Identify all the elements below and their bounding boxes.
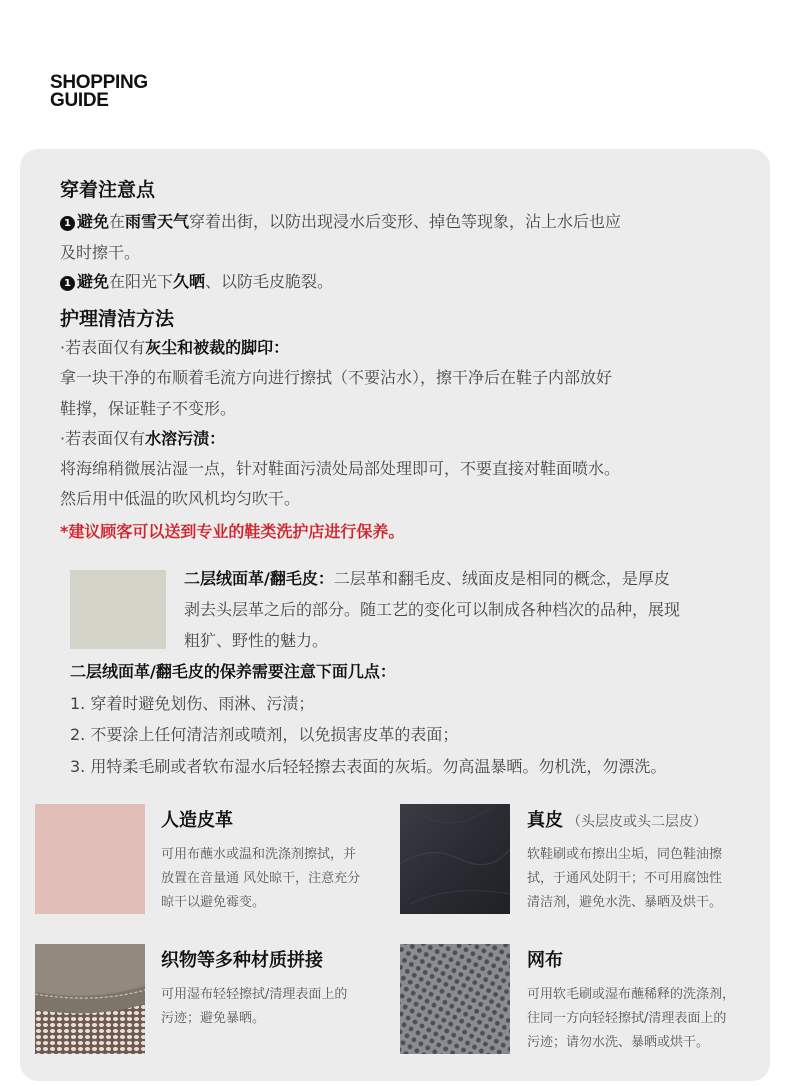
suede-texture-icon <box>70 570 166 649</box>
material-1-line-3: 晾干以避免霉变。 <box>161 895 266 910</box>
material-4-title-text: 网布 <box>527 950 563 971</box>
wear-item-2-bold2: 久晒 <box>173 272 206 291</box>
suede-line1: 二层革和翻毛皮、绒面皮是相同的概念，是厚皮 <box>333 569 670 588</box>
material-1-desc <box>161 843 391 915</box>
material-1-title <box>161 806 233 832</box>
care-dust-bold: 灰尘和被裁的脚印： <box>145 338 290 357</box>
wear-item-1 <box>60 207 740 237</box>
wear-item-1-bold2: 雨雪天气 <box>125 212 190 231</box>
material-2-line-1: 软鞋刷或布擦出尘垢，同色鞋油擦 <box>527 847 723 862</box>
page-header <box>50 74 148 110</box>
number-bullet-icon: 1 <box>60 216 75 231</box>
pink-leather-texture-icon <box>35 804 145 914</box>
mixed-fabric-swatch <box>35 944 145 1054</box>
care-dust-text-1: 拿一块干净的布顺着毛流方向进行擦拭（不要沾水），擦干净后在鞋子内部放好 <box>60 368 613 387</box>
suede-care-title: 二层绒面革/翻毛皮的保养需要注意下面几点： <box>70 662 396 681</box>
material-2-line-3: 清洁剂，避免水洗、暴晒及烘干。 <box>527 895 723 910</box>
material-4-line-1: 可用软毛刷或湿布蘸稀释的洗涤剂， <box>527 987 736 1002</box>
mixed-fabric-texture-icon <box>35 944 145 1054</box>
material-3-desc <box>161 983 401 1031</box>
wear-item-1-bold1: 避免 <box>77 212 110 231</box>
care-water-heading <box>60 424 225 454</box>
material-2-line-2: 拭，于通风处阴干；不可用腐蚀性 <box>527 871 723 886</box>
genuine-leather-swatch <box>400 804 510 914</box>
material-4-title <box>527 946 563 972</box>
guide-card <box>20 149 770 1081</box>
material-2-desc <box>527 843 767 915</box>
material-2-title-text: 真皮 <box>527 810 563 831</box>
material-3-line-1: 可用湿布轻轻擦拭/清理表面上的 <box>161 987 348 1002</box>
wear-item-2-t2: 、以防毛皮脆裂。 <box>205 272 334 291</box>
material-3-line-2: 污迹；避免暴晒。 <box>161 1011 266 1026</box>
header-line2: GUIDE <box>50 90 109 111</box>
black-leather-texture-icon <box>400 804 510 914</box>
material-2-title <box>527 806 707 832</box>
suede-point-2: 2. 不要涂上任何清洁剂或喷剂，以免损害皮革的表面； <box>70 725 459 744</box>
suede-point-3: 3. 用特柔毛刷或者软布湿水后轻轻擦去表面的灰垢。勿高温暴晒。勿机洗，勿漂洗。 <box>70 757 667 776</box>
material-4-desc <box>527 983 767 1055</box>
suede-swatch-image <box>70 570 166 649</box>
wear-item-2 <box>60 267 333 297</box>
material-3-title-text: 织物等多种材质拼接 <box>161 950 323 971</box>
suede-bold: 二层绒面革/翻毛皮： <box>184 569 334 588</box>
wear-item-1-cont: 及时擦干。 <box>60 243 141 262</box>
care-dust-heading <box>60 333 289 363</box>
care-water-text-2: 然后用中低温的吹风机均匀吹干。 <box>60 489 301 508</box>
wear-item-2-t1: 在阳光下 <box>109 272 174 291</box>
artificial-leather-swatch <box>35 804 145 914</box>
header-line1: SHOPPING <box>50 72 148 93</box>
mesh-texture-icon <box>400 944 510 1054</box>
care-water-text-1: 将海绵稍微展沾湿一点，针对鞋面污渍处局部处理即可，不要直接对鞋面喷水。 <box>60 459 621 478</box>
care-title: 护理清洁方法 <box>60 308 175 330</box>
material-1-title-text: 人造皮革 <box>161 810 233 831</box>
suede-point-1: 1. 穿着时避免划伤、雨淋、污渍； <box>70 694 315 713</box>
care-water-prefix: ·若表面仅有 <box>60 429 146 448</box>
suede-desc-2: 剥去头层革之后的部分。随工艺的变化可以制成各种档次的品种，展现 <box>184 600 681 619</box>
suede-desc-1 <box>184 564 754 594</box>
wear-item-1-t2: 穿着出街，以防出现浸水后变形、掉色等现象，沾上水后也应 <box>189 212 622 231</box>
wear-item-1-t1: 在 <box>109 212 126 231</box>
suede-desc-3: 粗犷、野性的魅力。 <box>184 631 329 650</box>
care-dust-prefix: ·若表面仅有 <box>60 338 146 357</box>
material-4-line-3: 污迹；请勿水洗、暴晒或烘干。 <box>527 1035 710 1050</box>
number-bullet-icon: 1 <box>60 276 75 291</box>
material-1-line-2: 放置在音量通 风处晾干，注意充分 <box>161 871 361 886</box>
care-water-bold: 水溶污渍： <box>145 429 226 448</box>
mesh-swatch <box>400 944 510 1054</box>
material-4-line-2: 往同一方向轻轻擦拭/清理表面上的 <box>527 1011 727 1026</box>
care-advice: *建议顾客可以送到专业的鞋类洗护店进行保养。 <box>60 522 405 541</box>
wear-title: 穿着注意点 <box>60 179 156 201</box>
material-3-title <box>161 946 323 972</box>
wear-item-2-bold1: 避免 <box>77 272 110 291</box>
care-dust-text-2: 鞋撑，保证鞋子不变形。 <box>60 399 237 418</box>
material-2-subtitle: （头层皮或头二层皮） <box>567 814 707 830</box>
material-1-line-1: 可用布蘸水或温和洗涤剂擦拭，并 <box>161 847 357 862</box>
